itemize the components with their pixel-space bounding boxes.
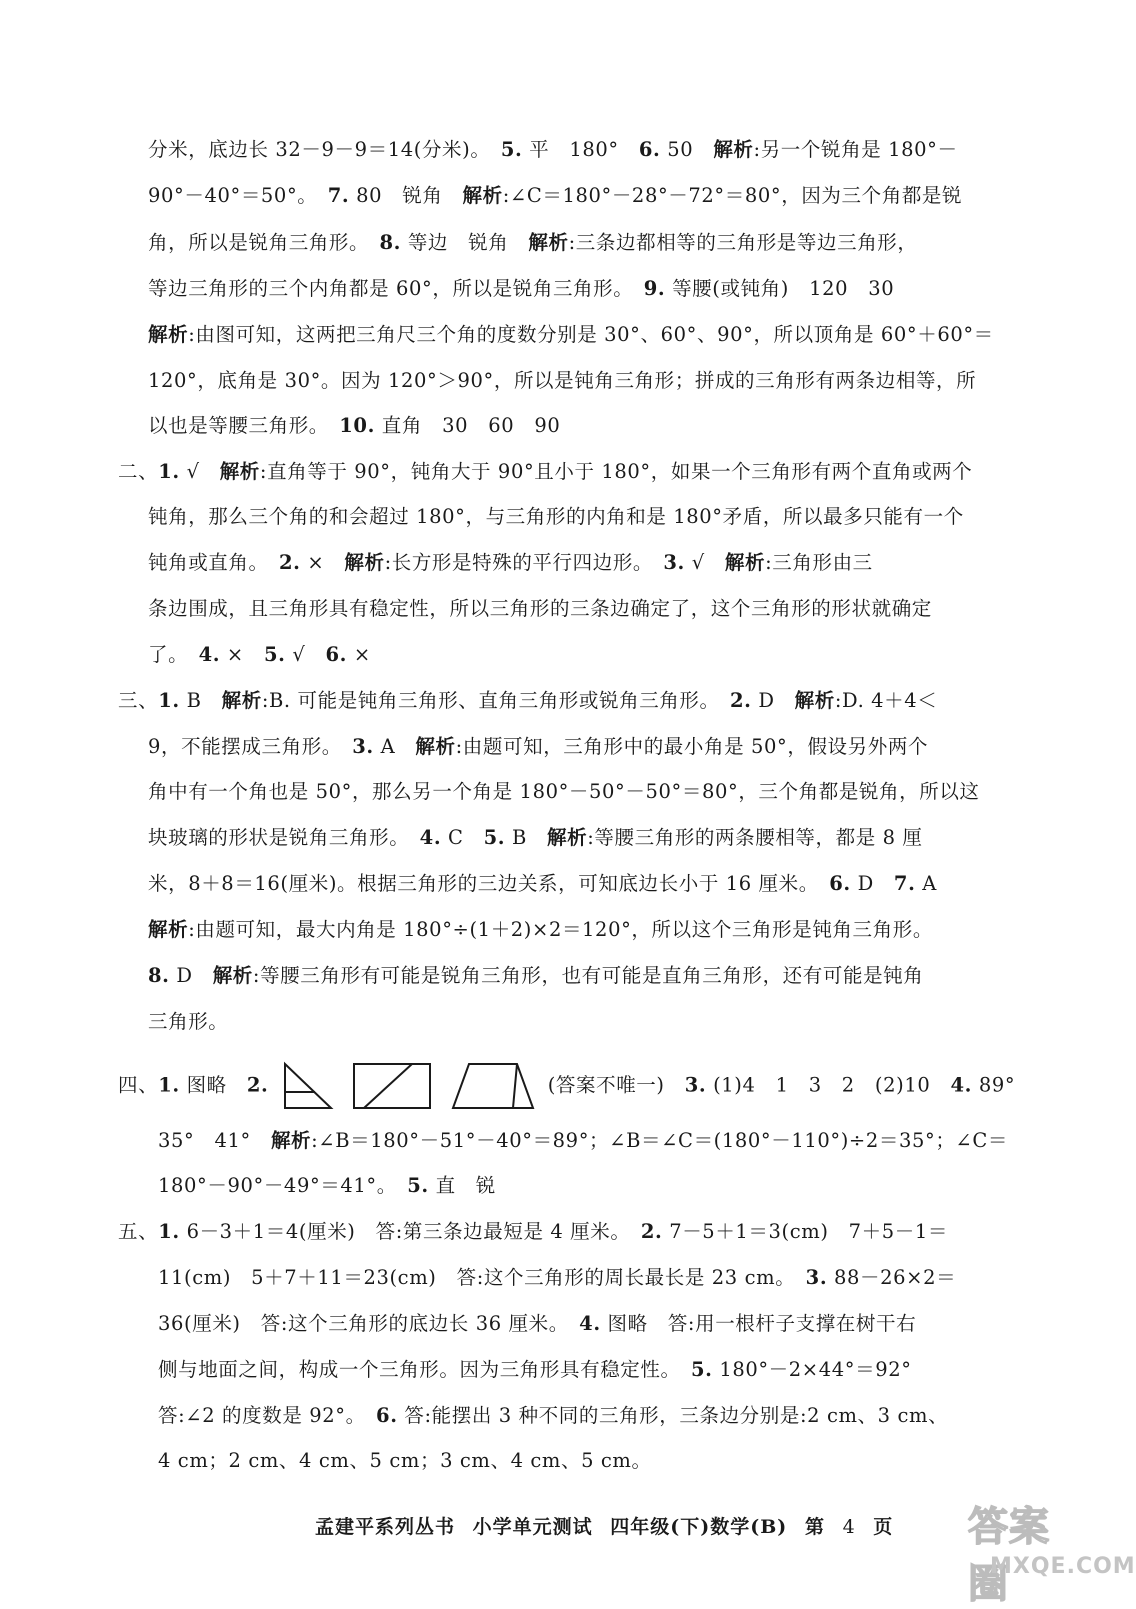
text-line-25	[158, 1264, 956, 1292]
text-run: 6－3＋1＝4(厘米) 答:第三条边最短是 4 厘米。	[179, 1220, 641, 1243]
text-run: :∠B＝180°－51°－40°＝89°；∠B＝∠C＝(180°－110°)÷2＝35°；∠C＝	[311, 1129, 1008, 1152]
text-run: :另一个锐角是 180°－	[753, 138, 958, 161]
bold-label: 3.	[352, 735, 374, 758]
bold-label: 解析	[221, 689, 262, 712]
text-run: 50	[660, 138, 714, 161]
text-run: 11(cm) 5＋7＋11＝23(cm) 答:这个三角形的周长最长是 23 cm。	[158, 1266, 806, 1289]
text-run: 答:能摆出 3 种不同的三角形，三条边分别是:2 cm、3 cm、	[397, 1404, 949, 1427]
text-run: 五、	[118, 1220, 159, 1243]
bold-label: 6.	[325, 643, 348, 666]
text-run: :等腰三角形的两条腰相等，都是 8 厘	[587, 826, 923, 849]
bold-label: 6.	[638, 138, 661, 161]
text-run: (1)4 1 3 2 (2)10	[706, 1073, 951, 1097]
bold-label: 1.	[158, 460, 180, 483]
bold-label: 解析	[462, 184, 503, 207]
text-line-21	[118, 1062, 1015, 1110]
bold-label: 2.	[278, 551, 301, 574]
text-run: :三角形由三	[765, 551, 873, 574]
text-run: D	[850, 872, 894, 895]
text-line-7	[148, 412, 560, 440]
text-run: 80 锐角	[349, 184, 463, 207]
triangle-split-figure	[283, 1062, 333, 1110]
bold-label: 解析	[547, 826, 588, 849]
text-line-5	[148, 321, 994, 349]
text-run: 钝角或直角。	[148, 551, 279, 574]
text-line-23	[158, 1172, 496, 1200]
text-line-10	[148, 549, 873, 577]
bold-label: 3.	[663, 551, 685, 574]
bold-label: 3.	[684, 1073, 707, 1097]
text-line-9	[148, 503, 964, 531]
text-run: 三角形。	[148, 1010, 229, 1033]
text-run: 36(厘米) 答:这个三角形的底边长 36 厘米。	[158, 1312, 580, 1335]
footer-page: 第 4 页	[804, 1516, 894, 1538]
text-run: 等边三角形的三个内角都是 60°，所以是锐角三角形。	[148, 277, 644, 300]
parallelogram-split-figure	[451, 1062, 535, 1110]
footer-series: 孟建平系列丛书	[315, 1516, 456, 1538]
bold-label: 8.	[148, 964, 170, 987]
bold-label: 5.	[407, 1174, 429, 1197]
bold-label: 8.	[379, 231, 402, 254]
page-footer	[315, 1512, 913, 1539]
bold-label: 解析	[212, 964, 253, 987]
text-run: 平 180°	[522, 138, 639, 161]
bold-label: 7.	[327, 184, 350, 207]
text-line-1	[148, 136, 958, 164]
text-run: A	[915, 872, 937, 895]
text-run: √	[179, 460, 220, 483]
bold-label: 4.	[419, 826, 442, 849]
text-run: :由图可知，这两把三角尺三个角的度数分别是 30°、60°、90°，所以顶角是 60°＋60°＝	[188, 323, 994, 346]
text-run: (答案不唯一)	[547, 1073, 685, 1097]
bold-label: 解析	[148, 918, 189, 941]
text-run: :∠C＝180°－28°－72°＝80°，因为三个角都是锐	[502, 184, 963, 207]
text-run: √	[285, 643, 326, 666]
footer-book: 小学单元测试	[472, 1516, 593, 1538]
text-run: 块玻璃的形状是锐角三角形。	[148, 826, 420, 849]
bold-label: 2.	[246, 1073, 269, 1097]
bold-label: 5.	[483, 826, 506, 849]
footer-grade: 四年级(下)数学(B)	[610, 1516, 788, 1538]
text-line-29	[158, 1447, 652, 1475]
text-run: 89°	[972, 1073, 1016, 1097]
text-run: 等腰(或钝角) 120 30	[665, 277, 895, 300]
text-line-20	[148, 1008, 228, 1036]
page-number: 4	[842, 1516, 856, 1538]
text-run: B	[505, 826, 548, 849]
bold-label: 3.	[805, 1266, 828, 1289]
text-run: B	[179, 689, 222, 712]
watermark-url: MXQE.COM	[990, 1554, 1136, 1579]
bold-label: 5.	[263, 643, 286, 666]
text-run: 180°－2×44°＝92°	[712, 1358, 912, 1381]
bold-label: 6.	[829, 872, 851, 895]
text-run: ×	[220, 643, 264, 666]
bold-label: 1.	[158, 689, 180, 712]
bold-label: 5.	[500, 138, 523, 161]
text-line-15	[148, 778, 980, 806]
text-run: :B. 可能是钝角三角形、直角三角形或锐角三角形。	[261, 689, 730, 712]
text-line-8	[118, 458, 972, 486]
text-run: :三条边都相等的三角形是等边三角形，	[568, 231, 918, 254]
text-line-17	[148, 870, 937, 898]
bold-label: 解析	[713, 138, 754, 161]
text-run: :长方形是特殊的平行四边形。	[384, 551, 664, 574]
bold-label: 解析	[794, 689, 835, 712]
text-run: :D. 4＋4＜	[834, 689, 938, 712]
bold-label: 4.	[198, 643, 221, 666]
text-line-13	[118, 687, 937, 715]
bold-label: 解析	[344, 551, 385, 574]
text-run: 180°－90°－49°＝41°。	[158, 1174, 408, 1197]
text-run: 角，所以是锐角三角形。	[148, 231, 380, 254]
text-run: 4 cm；2 cm、4 cm、5 cm；3 cm、4 cm、5 cm。	[158, 1449, 652, 1472]
text-run: 88－26×2＝	[827, 1266, 957, 1289]
text-line-11	[148, 595, 932, 623]
text-run: D	[751, 689, 795, 712]
text-run: 图略	[179, 1073, 247, 1097]
text-run: 直角 30 60 90	[375, 414, 561, 437]
text-run: 条边围成，且三角形具有稳定性，所以三角形的三条边确定了，这个三角形的形状就确定	[148, 597, 932, 620]
text-run: 四、	[118, 1073, 159, 1097]
text-run: A	[373, 735, 416, 758]
text-run: :直角等于 90°，钝角大于 90°且小于 180°，如果一个三角形有两个直角或两个	[259, 460, 973, 483]
text-run: 二、	[118, 460, 159, 483]
text-run: 35° 41°	[158, 1129, 271, 1152]
bold-label: 解析	[415, 735, 456, 758]
bold-label: 解析	[148, 323, 189, 346]
bold-label: 解析	[270, 1129, 312, 1152]
text-run: :由题可知，最大内角是 180°÷(1＋2)×2＝120°，所以这个三角形是钝角三角形。	[188, 918, 933, 941]
bold-label: 9.	[643, 277, 666, 300]
text-run: 以也是等腰三角形。	[148, 414, 340, 437]
bold-label: 4.	[579, 1312, 601, 1335]
text-line-19	[148, 962, 923, 990]
text-run: 分米，底边长 32－9－9＝14(分米)。	[148, 138, 501, 161]
text-run: 120°，底角是 30°。因为 120°＞90°，所以是钝角三角形；拼成的三角形有两条边相等，所	[148, 369, 977, 392]
text-run: ×	[347, 643, 371, 666]
watermark-text: 答案圈	[968, 1504, 1050, 1607]
text-line-12	[148, 641, 371, 669]
text-line-4	[148, 275, 894, 303]
text-run: 图略 答:用一根杆子支撑在树干右	[600, 1312, 917, 1335]
text-run: 直 锐	[428, 1174, 496, 1197]
text-run: :等腰三角形有可能是锐角三角形，也有可能是直角三角形，还有可能是钝角	[252, 964, 924, 987]
text-run: 答:∠2 的度数是 92°。	[158, 1404, 377, 1427]
bold-label: 7.	[893, 872, 916, 895]
text-line-3	[148, 229, 918, 257]
bold-label: 2.	[640, 1220, 663, 1243]
bold-label: 1.	[158, 1220, 180, 1243]
bold-label: 解析	[724, 551, 766, 574]
bold-label: 10.	[339, 414, 375, 437]
text-line-6	[148, 367, 976, 395]
text-line-27	[158, 1356, 912, 1384]
bold-label: 4.	[950, 1073, 973, 1097]
text-line-22	[158, 1127, 1008, 1155]
text-line-14	[148, 733, 928, 761]
text-line-16	[148, 824, 923, 852]
text-run: 米，8＋8＝16(厘米)。根据三角形的三边关系，可知底边长小于 16 厘米。	[148, 872, 830, 895]
text-run: 等边 锐角	[401, 231, 529, 254]
text-line-28	[158, 1402, 948, 1430]
bold-label: 5.	[690, 1358, 713, 1381]
text-run: 9，不能摆成三角形。	[148, 735, 353, 758]
square-diagonal-figure	[352, 1062, 432, 1110]
text-run: 三、	[118, 689, 159, 712]
text-run: :由题可知，三角形中的最小角是 50°，假设另外两个	[455, 735, 929, 758]
watermark-logo	[960, 1490, 1136, 1607]
text-run: ×	[300, 551, 345, 574]
text-run: 7－5＋1＝3(cm) 7＋5－1＝	[662, 1220, 948, 1243]
text-line-24	[118, 1218, 948, 1246]
bold-label: 6.	[376, 1404, 398, 1427]
bold-label: 解析	[528, 231, 569, 254]
text-run: 侧与地面之间，构成一个三角形。因为三角形具有稳定性。	[158, 1358, 691, 1381]
bold-label: 1.	[158, 1073, 180, 1097]
bold-label: 解析	[219, 460, 260, 483]
text-run: C	[441, 826, 484, 849]
text-run: 了。	[148, 643, 199, 666]
text-run: 钝角，那么三个角的和会超过 180°，与三角形的内角和是 180°矛盾，所以最多只能有一个	[148, 505, 964, 528]
bold-label: 2.	[729, 689, 752, 712]
text-line-18	[148, 916, 933, 944]
text-line-26	[158, 1310, 916, 1338]
text-line-2	[148, 182, 962, 210]
text-run: 角中有一个角也是 50°，那么另一个角是 180°－50°－50°＝80°，三个角都是锐角，所以这	[148, 780, 980, 803]
text-run: D	[169, 964, 213, 987]
text-run: 90°－40°＝50°。	[148, 184, 328, 207]
text-run: √	[684, 551, 725, 574]
